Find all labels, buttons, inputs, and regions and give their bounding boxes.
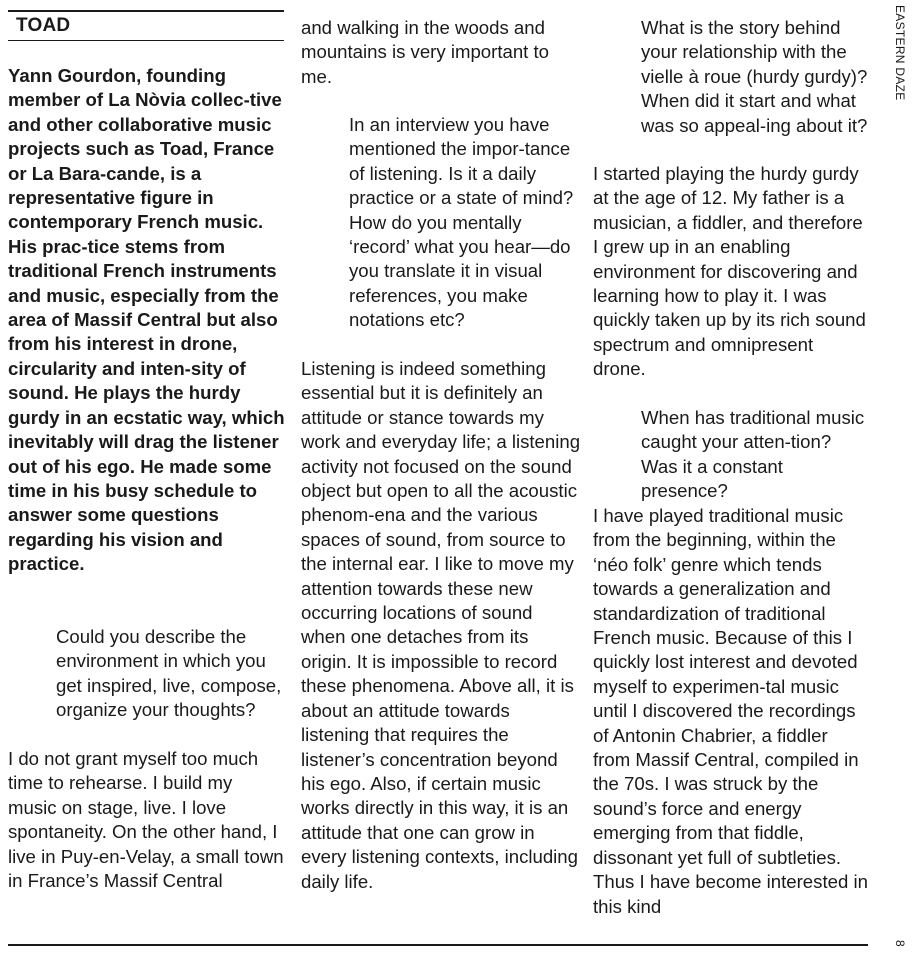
running-header: EASTERN DAZE bbox=[893, 5, 907, 101]
answer-3: I started playing the hurdy gurdy at the age of 12. My father is a musician, a fiddler, and therefore I grew up in an enabling environment for discovering and learning how to play it. I was quickly taken up by its rich sound spectrum and omnipresent drone. bbox=[593, 163, 866, 380]
question-3: What is the story behind your relationship with the vielle à roue (hurdy gurdy)? When did it start and what was so appeal-ing about it? bbox=[641, 17, 868, 136]
answer-1: I do not grant myself too much time to rehearse. I build my music on stage, live. I love spontaneity. On the other hand, I live in Puy-en-Velay, a small town in France’s Massif Central bbox=[8, 748, 284, 892]
answer-2: Listening is indeed something essential but it is definitely an attitude or stance towards my work and everyday life; a listening activity not focused on the sound object but open to all the acoustic phenom-ena and the various spaces of sound, from source to the internal ear. I like to move my attention towards these new occurring locations of sound when one detaches from its origin. It is impossible to record these phenomena. Above all, it is about an attitude towards listening that requires the listener’s concentration beyond his ego. Also, if certain music works directly in this way, it is an attitude that one can grow in every listening contexts, including daily life. bbox=[301, 358, 581, 892]
answer-1-continued: and walking in the woods and mountains is very important to me. bbox=[301, 17, 550, 87]
question-2: In an interview you have mentioned the impor-tance of listening. Is it a daily practice or a state of mind? How do you mentally ‘record’ what you hear—do you translate it in visual references, you make notations etc? bbox=[349, 114, 574, 331]
article-intro: Yann Gourdon, founding member of La Nòvia collec-tive and other collaborative music projects such as Toad, France or La Bara-cande, is a representative figure in contemporary French music. His prac-tice stems from traditional French instruments and music, especially from the area of Massif Central but also from his interest in drone, circularity and inten-sity of sound. He plays the hurdy gurdy in an ecstatic way, which inevitably will drag the listener out of his ego. He made some time in his busy schedule to answer some questions regarding his vision and practice. bbox=[8, 65, 285, 575]
bottom-rule bbox=[8, 944, 868, 946]
page-number: 8 bbox=[893, 940, 907, 947]
section-title: TOAD bbox=[16, 15, 71, 36]
answer-4: I have played traditional music from the beginning, within the ‘néo folk’ genre which tends towards a generalization and standardization of traditional French music. Because of this I quickly lost interest and devoted myself to experimen-tal music until I discovered the recordings of Antonin Chabrier, a fiddler from Massif Central, compiled in the 70s. I was struck by the sound’s force and energy emerging from that fiddle, dissonant yet full of subtleties. Thus I have become interested in this kind bbox=[593, 505, 868, 917]
question-4: When has traditional music caught your atten-tion? Was it a constant presence? bbox=[641, 407, 865, 502]
top-rule bbox=[8, 10, 284, 12]
question-1: Could you describe the environment in which you get inspired, live, compose, organize your thoughts? bbox=[56, 626, 282, 721]
title-underline bbox=[8, 40, 284, 41]
